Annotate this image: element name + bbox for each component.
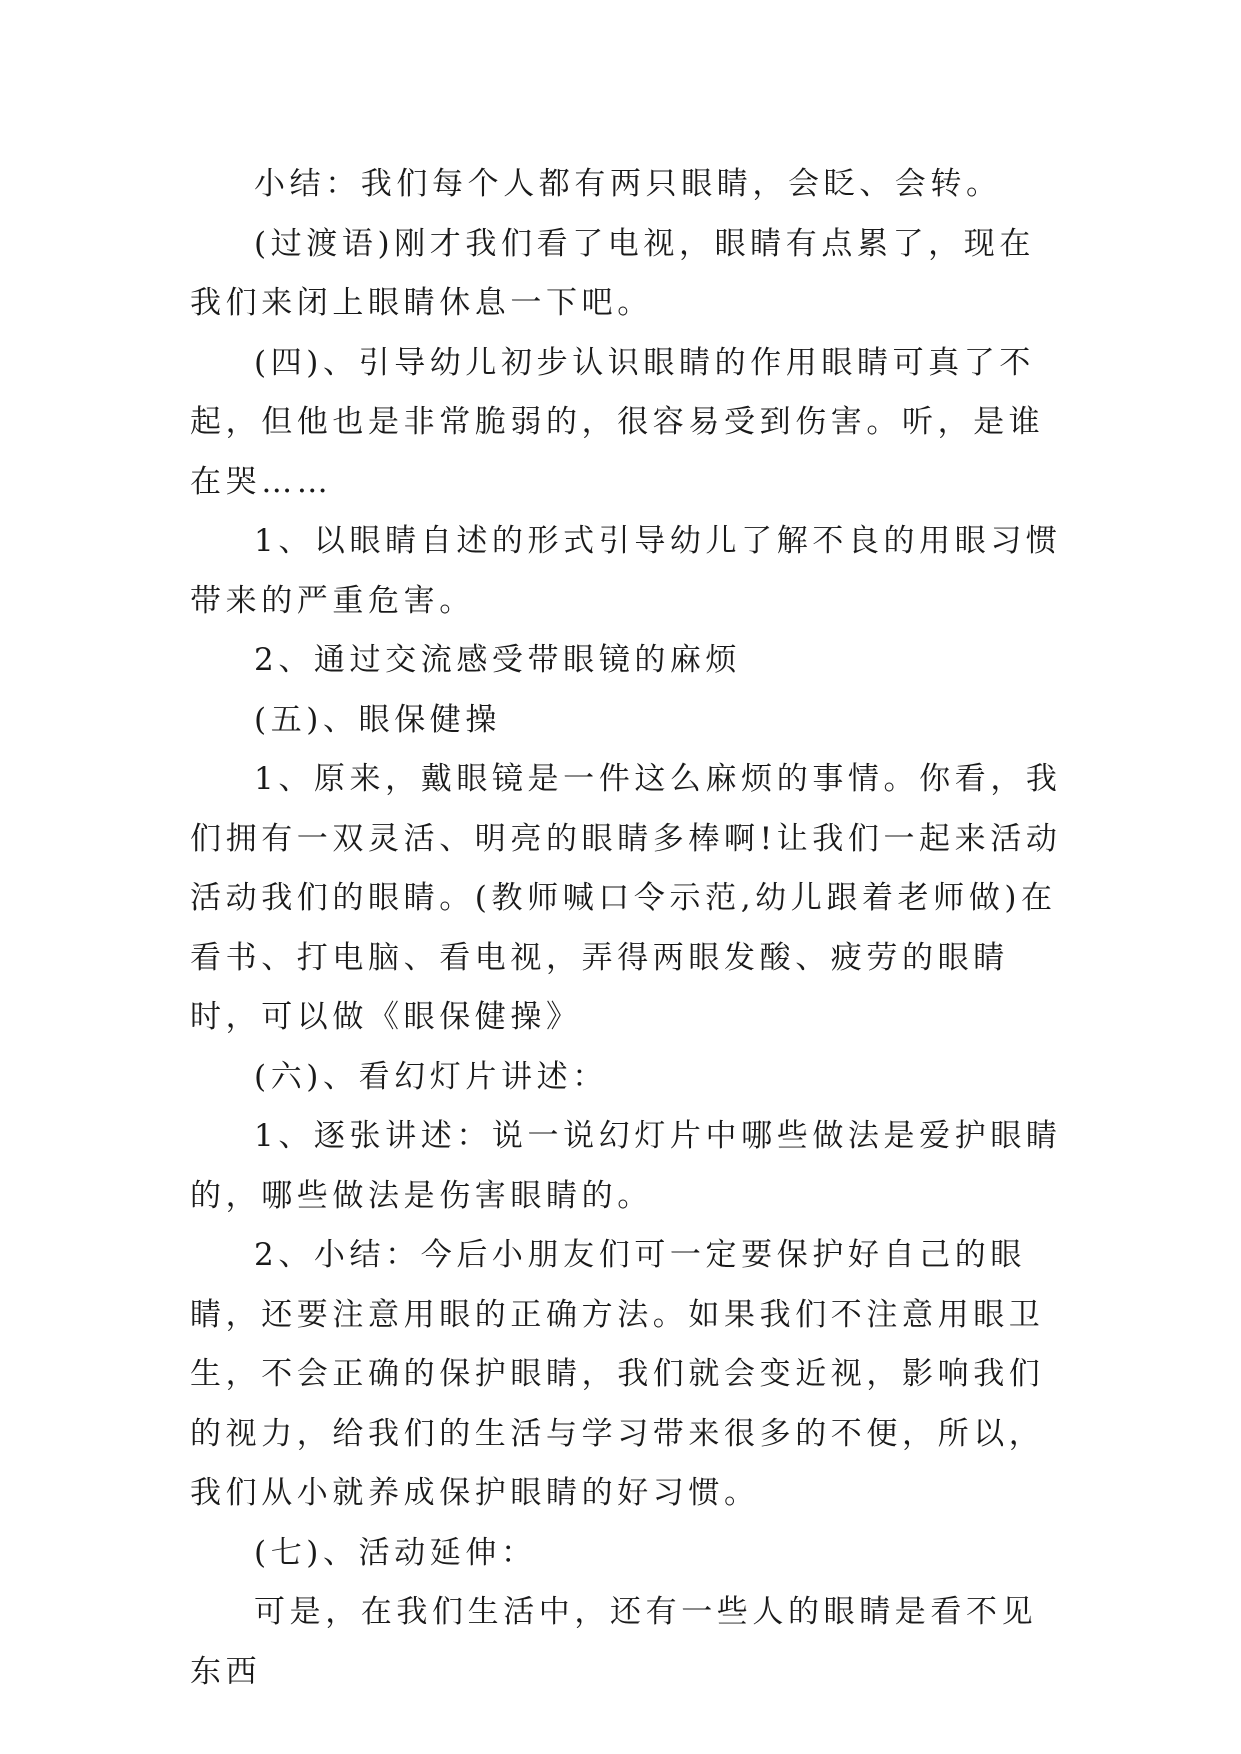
paragraph-item-5-1: 1、原来，戴眼镜是一件这么麻烦的事情。你看，我们拥有一双灵活、明亮的眼睛多棒啊!让我们一起来活动活动我们的眼睛。(教师喊口令示范,幼儿跟着老师做)在看书、打电脑、看电视，弄得两眼发酸、疲劳的眼睛时，可以做《眼保健操》 <box>190 761 1062 1035</box>
paragraph-section-7: (七)、活动延伸： <box>254 1534 537 1571</box>
paragraph-item-6-1: 1、逐张讲述：说一说幻灯片中哪些做法是爱护眼睛的，哪些做法是伤害眼睛的。 <box>190 1118 1062 1214</box>
paragraph-section-5: (五)、眼保健操 <box>254 701 501 738</box>
paragraph-item-4-2: 2、通过交流感受带眼镜的麻烦 <box>254 642 742 678</box>
paragraph-section-6: (六)、看幻灯片讲述： <box>254 1058 608 1095</box>
paragraph-summary: 小结：我们每个人都有两只眼睛，会眨、会转。 <box>254 166 1002 202</box>
paragraph-item-4-1: 1、以眼睛自述的形式引导幼儿了解不良的用眼习惯带来的严重危害。 <box>190 523 1062 619</box>
document-body <box>190 155 1070 1702</box>
paragraph-item-6-2: 2、小结：今后小朋友们可一定要保护好自己的眼睛，还要注意用眼的正确方法。如果我们不注意用眼卫生，不会正确的保护眼睛，我们就会变近视，影响我们的视力，给我们的生活与学习带来很多的不便，所以，我们从小就养成保护眼睛的好习惯。 <box>190 1237 1045 1511</box>
paragraph-transition: (过渡语)刚才我们看了电视，眼睛有点累了，现在我们来闭上眼睛休息一下吧。 <box>190 225 1035 321</box>
paragraph-section-4: (四)、引导幼儿初步认识眼睛的作用眼睛可真了不起，但他也是非常脆弱的，很容易受到伤害。听，是谁在哭…… <box>190 344 1045 500</box>
paragraph-extension: 可是，在我们生活中，还有一些人的眼睛是看不见东西 <box>190 1594 1038 1690</box>
